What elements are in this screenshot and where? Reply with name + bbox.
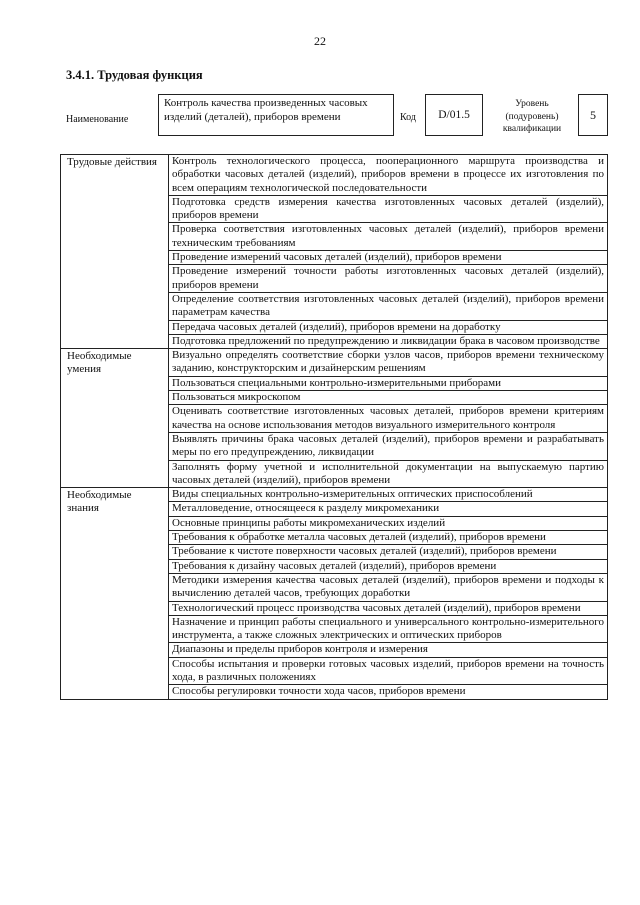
table-row — [61, 488, 608, 502]
level-value: 5 — [578, 94, 608, 136]
item-cell: Способы испытания и проверки готовых часовых изделий, приборов времени на точность хода, в различных положениях — [169, 657, 608, 685]
item-cell: Проверка соответствия изготовленных часовых деталей (изделий), приборов времени техническим требованиям — [169, 223, 608, 251]
table-row — [61, 155, 608, 196]
category-cell: Необходимые знания — [61, 488, 169, 699]
item-cell: Визуально определять соответствие сборки узлов часов, приборов времени техническому заданию, конструкторским и дизайнерским решениям — [169, 349, 608, 377]
item-cell: Металловедение, относящееся к разделу микромеханики — [169, 502, 608, 516]
item-cell: Требование к чистоте поверхности часовых деталей (изделий), приборов времени — [169, 545, 608, 559]
item-cell: Передача часовых деталей (изделий), приборов времени на доработку — [169, 320, 608, 334]
name-value: Контроль качества произведенных часовых изделий (деталей), приборов времени — [158, 94, 394, 136]
item-cell: Технологический процесс производства часовых деталей (изделий), приборов времени — [169, 601, 608, 615]
item-cell: Основные принципы работы микромеханических изделий — [169, 516, 608, 530]
item-cell: Пользоваться специальными контрольно-измерительными приборами — [169, 376, 608, 390]
function-header — [60, 92, 608, 138]
category-cell: Трудовые действия — [61, 155, 169, 349]
item-cell: Способы регулировки точности хода часов, приборов времени — [169, 685, 608, 699]
function-table — [60, 154, 608, 700]
level-label: Уровень (подуровень) квалификации — [502, 99, 562, 134]
page-number: 22 — [314, 34, 326, 48]
code-value: D/01.5 — [425, 94, 483, 136]
item-cell: Контроль технологического процесса, пооперационного маршрута производства и обработки часовых деталей (изделий), приборов времени в процессе их изготовления по всем операциям технологической последовательности — [169, 155, 608, 196]
item-cell: Подготовка средств измерения качества изготовленных часовых деталей (изделий), приборов времени — [169, 195, 608, 223]
code-label: Код — [400, 112, 416, 123]
item-cell: Проведение измерений точности работы изготовленных часовых деталей (изделий), приборов времени — [169, 265, 608, 293]
item-cell: Оценивать соответствие изготовленных часовых деталей, приборов времени критериям качества на основе использования методов визуального измерительного контроля — [169, 405, 608, 433]
item-cell: Определение соответствия изготовленных часовых деталей (изделий), приборов времени параметрам качества — [169, 292, 608, 320]
category-cell: Необходимые умения — [61, 349, 169, 488]
item-cell: Заполнять форму учетной и исполнительной документации на выпускаемую партию часовых деталей (изделий), приборов времени — [169, 460, 608, 488]
function-table-body — [61, 155, 608, 700]
item-cell: Проведение измерений часовых деталей (изделий), приборов времени — [169, 251, 608, 265]
section-title: 3.4.1. Трудовая функция — [66, 68, 203, 82]
name-label: Наименование — [66, 114, 129, 125]
item-cell: Пользоваться микроскопом — [169, 391, 608, 405]
table-row — [61, 349, 608, 377]
item-cell: Выявлять причины брака часовых деталей (изделий), приборов времени и разрабатывать меры по его предупреждению, ликвидации — [169, 432, 608, 460]
item-cell: Диапазоны и пределы приборов контроля и измерения — [169, 643, 608, 657]
item-cell: Требования к обработке металла часовых деталей (изделий), приборов времени — [169, 531, 608, 545]
item-cell: Назначение и принцип работы специального и универсального контрольно-измерительного инструмента, а также сложных электрических и оптических приборов — [169, 615, 608, 643]
item-cell: Виды специальных контрольно-измерительных оптических приспособлений — [169, 488, 608, 502]
item-cell: Подготовка предложений по предупреждению и ликвидации брака в часовом производстве — [169, 334, 608, 348]
item-cell: Требования к дизайну часовых деталей (изделий), приборов времени — [169, 559, 608, 573]
item-cell: Методики измерения качества часовых деталей (изделий), приборов времени и подходы к вычислению деталей часов, требующих доработки — [169, 573, 608, 601]
